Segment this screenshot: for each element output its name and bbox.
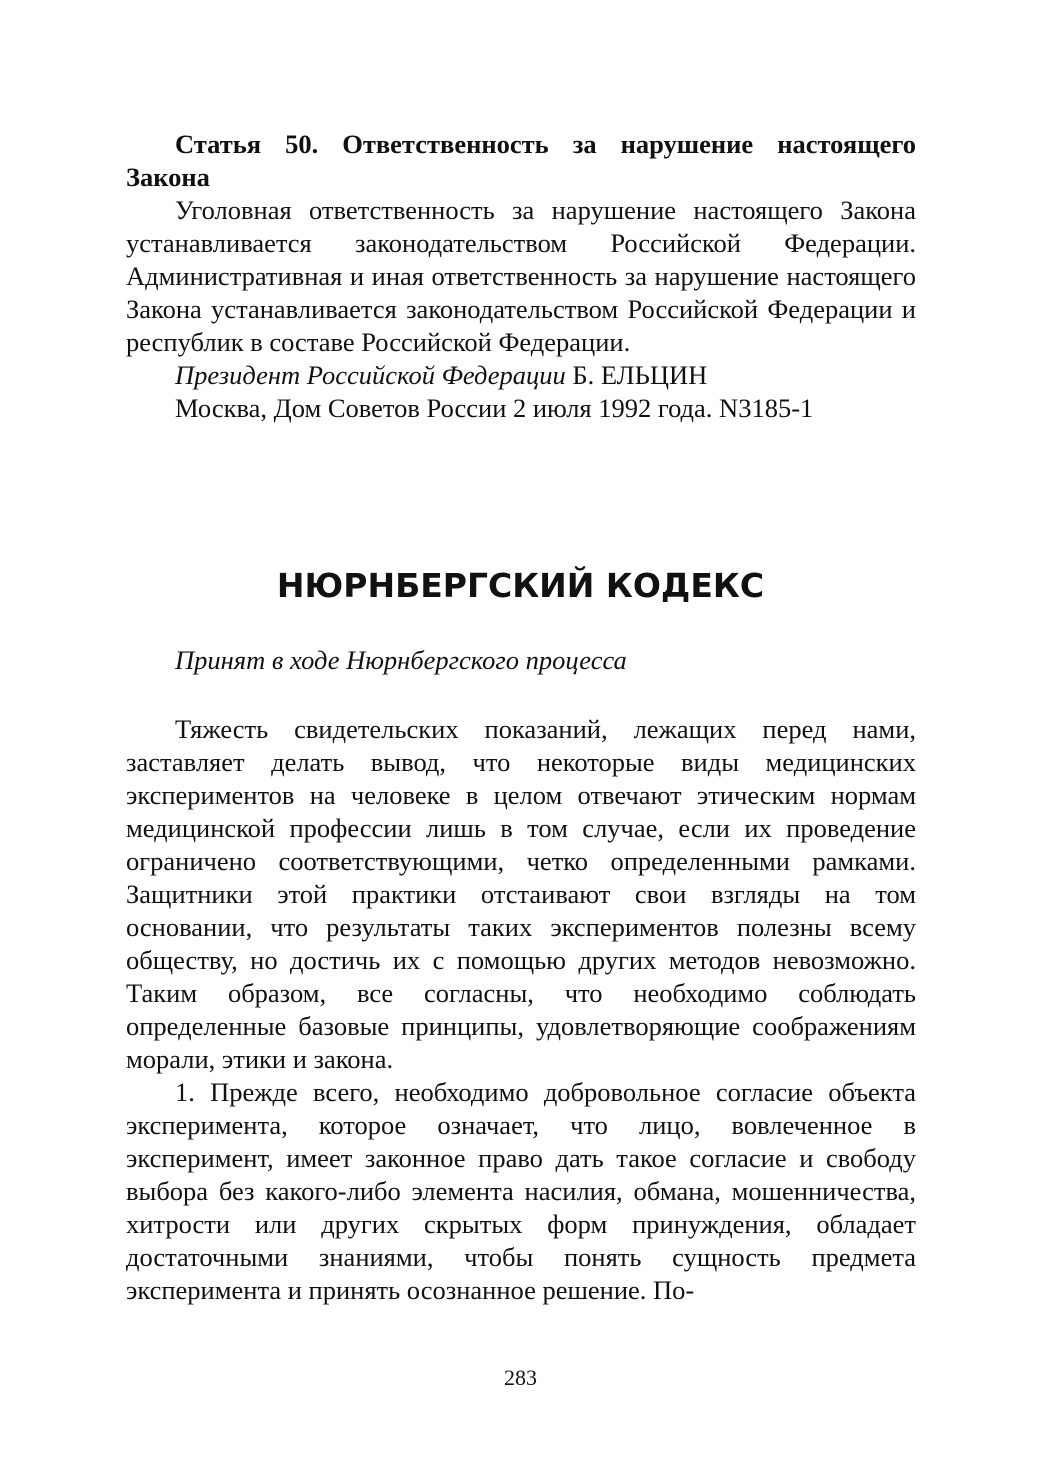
point-1-paragraph: 1. Прежде всего, необходимо добровольное согласие объекта эксперимента, которое означает, что лицо, вовлеченное в эксперимент, имеет законное право дать такое согласие и свободу выбора без какого-либо элемента насилия, обмана, мошенничества, хитрости или других скрытых форм принуждения, обладает достаточными знаниями, чтобы понять сущность предмета эксперимента и принять осознанное решение. По- xyxy=(126,1077,916,1305)
article-paragraph: Уголовная ответственность за нарушение настоящего Закона устанавливается законодательством Российской Федерации. Административная и иная ответственность за нарушение настоящего Закона устанавливается законодательством Российской Федерации и республик в составе Российской Федерации. xyxy=(126,195,916,357)
place-date-line: Москва, Дом Советов России 2 июля 1992 года. N3185-1 xyxy=(175,393,814,423)
intro-paragraph: Тяжесть свидетельских показаний, лежащих перед нами, заставляет делать вывод, что некоторые виды медицинских экспериментов на человеке в целом отвечают этическим нормам медицинской профессии лишь в том случае, если их проведение ограничено соответствующими, четко определенными рамками. Защитники этой практики отстаивают свои взгляды на том основании, что результаты таких экспериментов полезны всему обществу, но достичь их с помощью других методов невозможно. Таким образом, все согласны, что необходимо соблюдать определенные базовые принципы, удовлетворяющие соображениям морали, этики и закона. xyxy=(126,714,916,1074)
code-body xyxy=(126,713,916,1307)
document-subtitle: Принят в ходе Нюрнбергского процесса xyxy=(175,645,627,675)
document-title: НЮРНБЕРГСКИЙ КОДЕКС xyxy=(276,566,765,605)
signature-name: Б. ЕЛЬЦИН xyxy=(572,360,708,390)
signature-role: Президент Российской Федерации xyxy=(175,360,566,390)
signature-line xyxy=(126,359,916,392)
article-50-section xyxy=(126,128,916,425)
page-number: 283 xyxy=(504,1365,537,1390)
article-heading: Статья 50. Ответственность за нарушение настоящего Закона xyxy=(126,129,916,192)
